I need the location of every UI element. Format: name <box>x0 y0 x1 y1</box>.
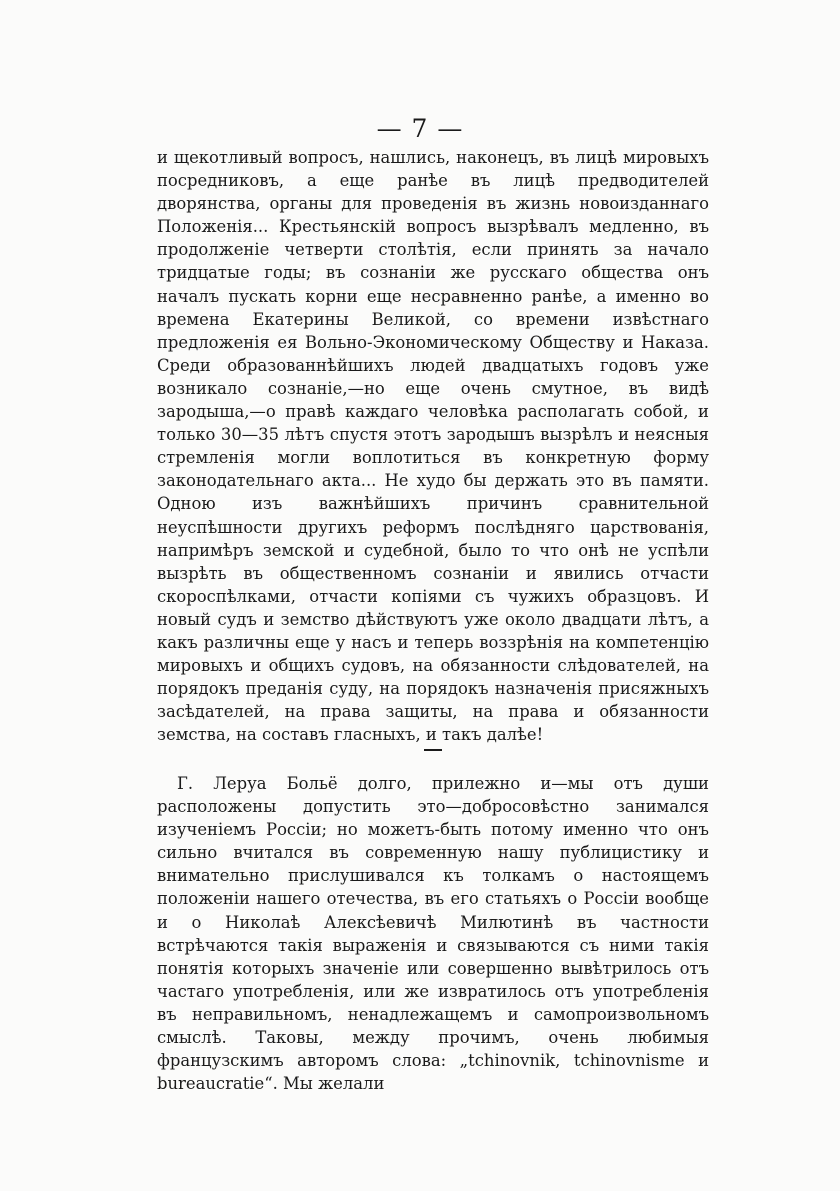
paragraph: Г. Леруа Больё долго, прилежно и—мы отъ души расположены допустить это—добросовѣстно занимался изученіемъ Россіи; но можетъ-быть потому именно что онъ сильно вчитался въ современную нашу публицистику и внимательно прислушивался къ толкамъ о настоящемъ положеніи нашего отечества, въ его статьяхъ о Россіи вообще и о Николаѣ Алексѣевичѣ Милютинѣ въ частности встрѣчаются такія выраженія и связываются съ ними такія понятія которыхъ значеніе или совершенно вывѣтрилось отъ частаго употребленія, или же извратилось отъ употребленія въ неправильномъ, ненадлежащемъ и самопроизвольномъ смыслѣ. Таковы, между прочимъ, очень любимыя французскимъ авторомъ слова: „tchinovnik, tchinovnisme и bureaucratie“. Мы желали <box>157 774 709 1094</box>
paragraph: и щекотливый вопросъ, нашлись, наконецъ, въ лицѣ мировыхъ посредниковъ, а еще ранѣе въ лицѣ предводителей дворянства, органы для проведенія въ жизнь новоизданнаго Положенія... Крестьянскій вопросъ вызрѣвалъ медленно, въ продолженіе четверти столѣтія, если принять за начало тридцатые годы; въ сознаніи же русскаго общества онъ началъ пускать корни еще несравненно ранѣе, а именно во времена Екатерины Великой, со времени извѣстнаго предложенія ея Вольно-Экономическому Обществу и Наказа. Среди образованнѣйшихъ людей двадцатыхъ годовъ уже возникало сознаніе,—но еще очень смутное, въ видѣ зародыша,—о правѣ каждаго человѣка располагать собой, и только 30—35 лѣтъ спустя этотъ зародышъ вызрѣлъ и неясныя стремленія могли воплотиться въ конкретную форму законодательнаго акта... Не худо бы держать это въ памяти. Одною изъ важнѣйшихъ причинъ сравнительной неуспѣшности другихъ реформъ послѣдняго царствованія, напримѣръ земской и судебной, было то что онѣ не успѣли вызрѣть въ общественномъ сознаніи и явились отчасти скороспѣлками, отчасти копіями съ чужихъ образцовъ. И новый судъ и земство дѣйствуютъ уже около двадцати лѣтъ, а какъ различны еще у насъ и теперь воззрѣнія на компетенцію мировыхъ и общихъ судовъ, на обязанности слѣдователей, на порядокъ преданія суду, на порядокъ назначенія присяжныхъ засѣдателей, на права защиты, на права и обязанности земства, на составъ гласныхъ, и такъ далѣе! <box>157 148 709 745</box>
page-number: — 7 — <box>376 114 464 143</box>
section-divider <box>424 749 442 751</box>
text-block-upper <box>157 146 709 746</box>
text-block-lower <box>157 772 709 1095</box>
